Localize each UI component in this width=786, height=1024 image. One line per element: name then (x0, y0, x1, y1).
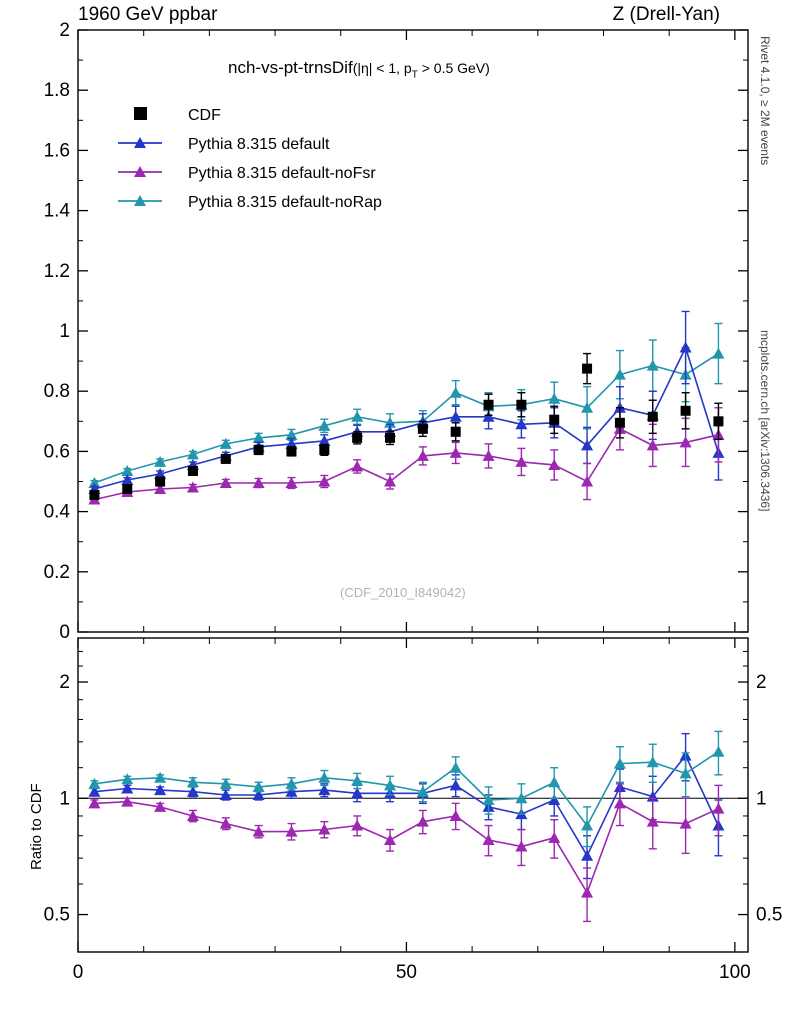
ratio-series-0-marker (581, 850, 593, 861)
plot-title: nch-vs-pt-trnsDif(|η| < 1, $p_T > 0.5$ GeV) (228, 58, 490, 81)
series-2-line (94, 429, 718, 500)
series-3-marker (647, 360, 659, 371)
ratio-series-0-marker (450, 779, 462, 790)
series-0-marker (418, 424, 428, 434)
ratio-series-2-marker (680, 767, 692, 778)
series-0-marker (286, 446, 296, 456)
legend-label-3: Pythia 8.315 default-noRap (188, 194, 382, 211)
ratio-series-1-marker (712, 803, 724, 814)
side-text-rivet: Rivet 4.1.0, ≥ 2M events (758, 36, 772, 166)
series-0-marker (221, 454, 231, 464)
series-0-marker (484, 400, 494, 410)
ratio-series-1-marker (450, 810, 462, 821)
series-3-marker (351, 411, 363, 422)
series-2-marker (581, 476, 593, 487)
ytick-label-ratio: 1 (59, 788, 70, 810)
series-3-marker (450, 387, 462, 398)
series-2-marker (450, 447, 462, 458)
series-0-marker (713, 416, 723, 426)
header-left: 1960 GeV ppbar (78, 4, 218, 25)
ratio-series-2-marker (318, 772, 330, 783)
xtick-label: 50 (395, 962, 418, 983)
series-0-marker (254, 445, 264, 455)
ytick-label-main: 1.8 (43, 80, 70, 102)
ratio-ylabel: Ratio to CDF (28, 783, 45, 870)
series-0-marker (155, 477, 165, 487)
ytick-label-ratio: 0.5 (43, 904, 70, 926)
series-3-marker (712, 348, 724, 359)
series-2-marker (384, 476, 396, 487)
series-0-marker (582, 364, 592, 374)
xtick-label: 100 (719, 962, 751, 983)
ytick-label-ratio-right: 1 (756, 788, 767, 810)
ytick-label-main: 0.6 (43, 441, 70, 463)
series-0-marker (352, 433, 362, 443)
series-0-marker (549, 415, 559, 425)
header-right: Z (Drell-Yan) (612, 4, 720, 25)
series-0-marker (648, 412, 658, 422)
ratio-series-1-line (94, 802, 718, 893)
ytick-label-main: 2 (59, 20, 70, 41)
ratio-series-1-marker (614, 797, 626, 808)
ratio-series-1-marker (483, 834, 495, 845)
legend-marker-0 (134, 107, 147, 120)
series-2-marker (351, 460, 363, 471)
series-0-marker (681, 406, 691, 416)
series-1-marker (680, 342, 692, 353)
main-panel-frame (78, 30, 748, 632)
ratio-series-2-marker (548, 776, 560, 787)
ytick-label-main: 0.4 (43, 501, 70, 523)
watermark-label: (CDF_2010_I849042) (340, 585, 466, 600)
ratio-series-1-marker (351, 820, 363, 831)
ytick-label-main: 1.4 (43, 200, 70, 222)
series-0-marker (188, 466, 198, 476)
ytick-label-main: 0 (59, 622, 70, 643)
side-text-mcplots: mcplots.cern.ch [arXiv:1306.3436] (758, 330, 772, 512)
ratio-series-1-marker (548, 832, 560, 843)
ratio-series-1-marker (384, 834, 396, 845)
ytick-label-main: 1.6 (43, 140, 70, 162)
legend-label-1: Pythia 8.315 default (188, 136, 330, 153)
ratio-series-2-marker (712, 746, 724, 757)
ytick-label-main: 1.2 (43, 260, 70, 282)
xtick-label: 0 (72, 962, 84, 983)
ytick-label-main: 1 (59, 321, 70, 342)
legend-label-2: Pythia 8.315 default-noFsr (188, 165, 376, 182)
ytick-label-ratio-right: 0.5 (756, 904, 783, 926)
ytick-label-main: 0.2 (43, 561, 70, 583)
series-0-marker (122, 484, 132, 494)
ratio-series-1-marker (581, 887, 593, 898)
ratio-series-2-marker (450, 762, 462, 773)
legend-label-0: CDF (188, 107, 221, 124)
ytick-label-main: 0.8 (43, 381, 70, 403)
series-0-marker (89, 490, 99, 500)
series-3-marker (548, 393, 560, 404)
series-0-marker (319, 445, 329, 455)
series-0-marker (615, 418, 625, 428)
ytick-label-ratio-right: 2 (756, 672, 767, 694)
series-0-marker (516, 400, 526, 410)
ytick-label-ratio: 2 (59, 672, 70, 694)
series-0-marker (451, 427, 461, 437)
series-0-marker (385, 433, 395, 443)
